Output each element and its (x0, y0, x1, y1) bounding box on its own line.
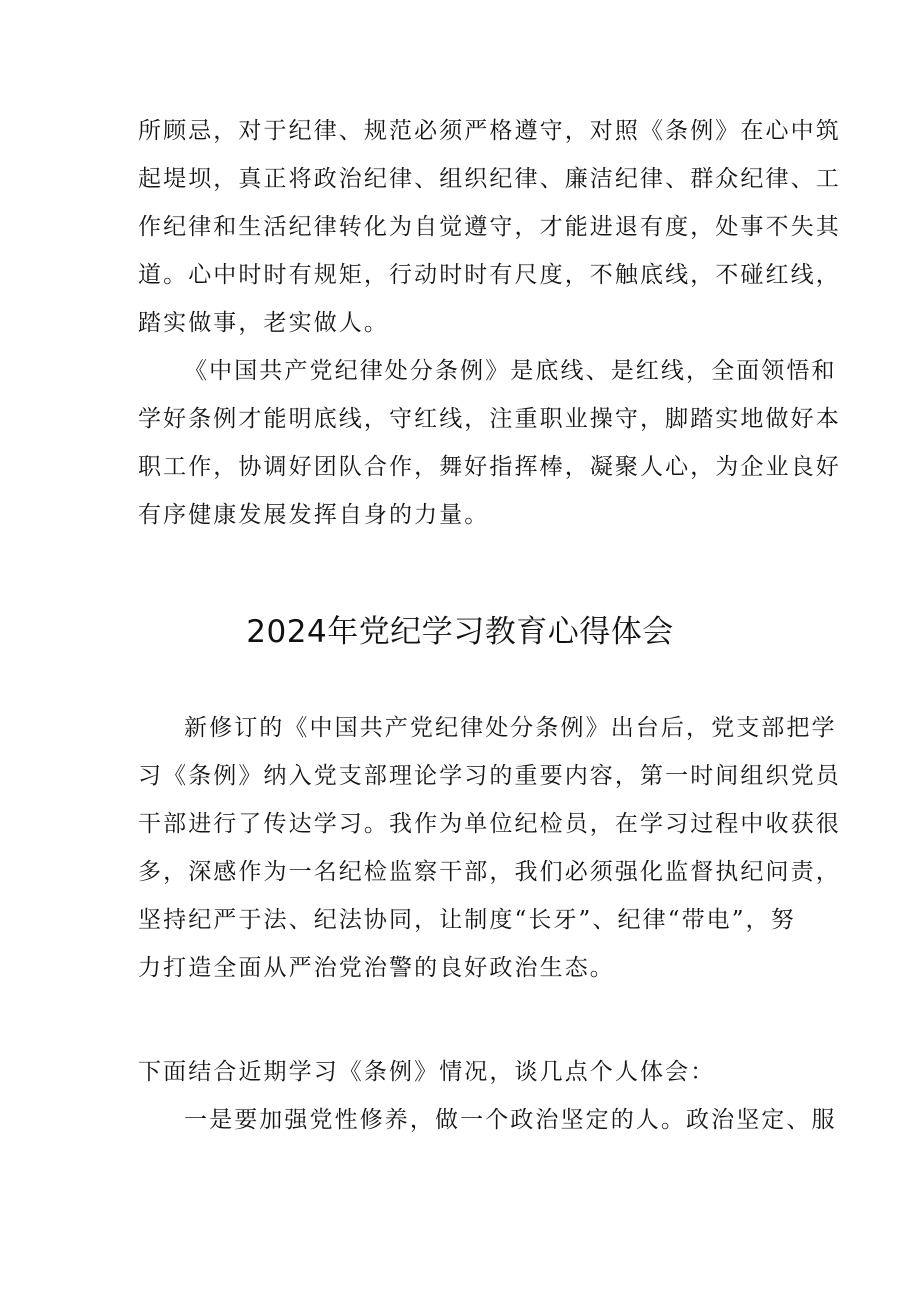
point-one-line: 一是要加强党性修养，做一个政治坚定的人。政治坚定、服 (184, 1107, 837, 1133)
paragraph-line: 《中国共产党纪律处分条例》是底线、是红线，全面领悟和 (184, 358, 837, 384)
paragraph-line: 习《条例》纳入党支部理论学习的重要内容，第一时间组织党员 (138, 763, 841, 789)
lead-in-line: 下面结合近期学习《条例》情况，谈几点个人体会： (138, 1059, 716, 1085)
paragraph-line: 有序健康发展发挥自身的力量。 (138, 502, 490, 528)
paragraph-line: 干部进行了传达学习。我作为单位纪检员，在学习过程中收获很 (138, 811, 841, 837)
article-title: 2024年党纪学习教育心得体会 (246, 614, 674, 650)
paragraph-line: 道。心中时时有规矩，行动时时有尺度，不触底线，不碰红线， (138, 262, 841, 288)
paragraph-line: 职工作，协调好团队合作，舞好指挥棒，凝聚人心，为企业良好 (138, 454, 841, 480)
paragraph-line: 多，深感作为一名纪检监察干部，我们必须强化监督执纪问责， (138, 859, 841, 885)
paragraph-line: 所顾忌，对于纪律、规范必须严格遵守，对照《条例》在心中筑 (138, 118, 841, 144)
paragraph-line: 作纪律和生活纪律转化为自觉遵守，才能进退有度，处事不失其 (138, 214, 841, 240)
paragraph-line: 踏实做事，老实做人。 (138, 310, 389, 336)
paragraph-line: 起堤坝，真正将政治纪律、组织纪律、廉洁纪律、群众纪律、工 (138, 166, 841, 192)
paragraph-line: 学好条例才能明底线，守红线，注重职业操守，脚踏实地做好本 (138, 406, 841, 432)
paragraph-line: 新修订的《中国共产党纪律处分条例》出台后，党支部把学 (184, 715, 837, 741)
paragraph-line: 力打造全面从严治党治警的良好政治生态。 (138, 955, 615, 981)
paragraph-line: 坚持纪严于法、纪法协同，让制度“长牙”、纪律“带电”，努 (138, 907, 796, 933)
